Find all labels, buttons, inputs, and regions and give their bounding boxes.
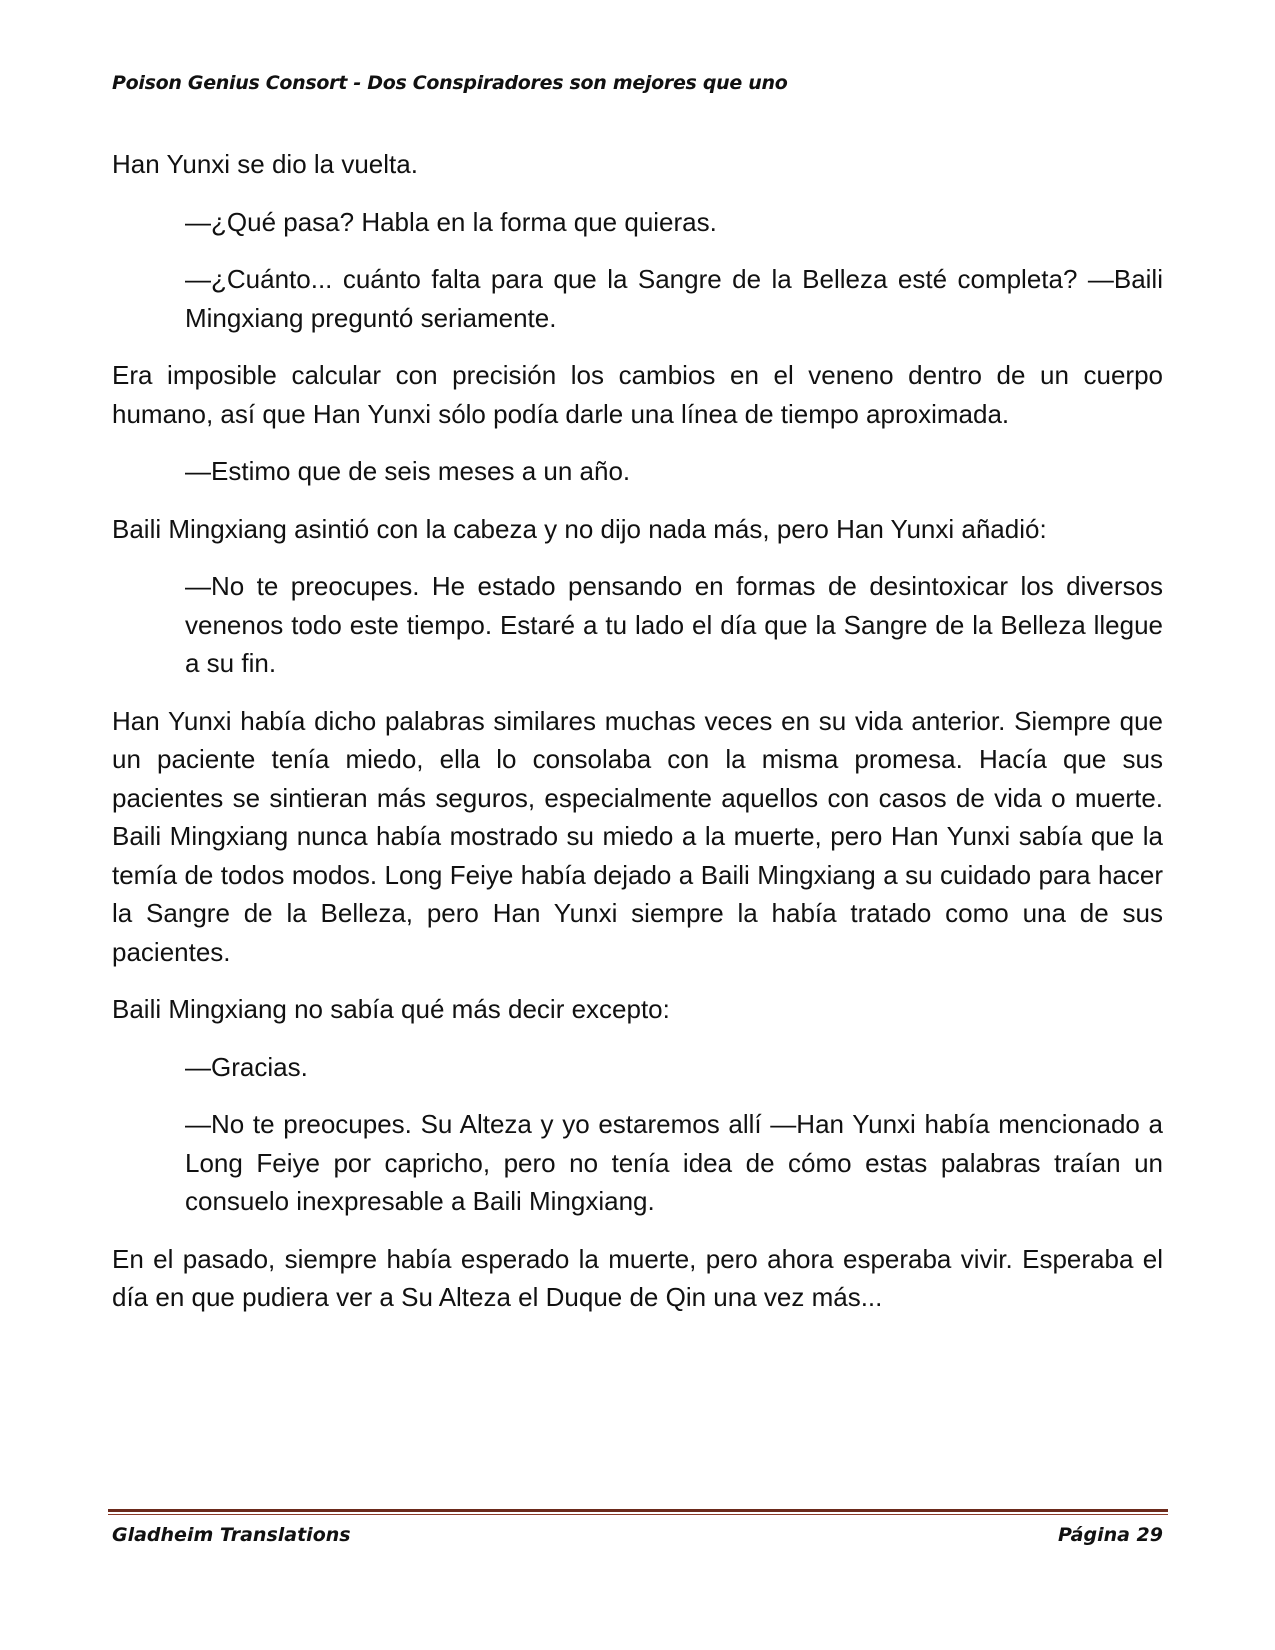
paragraph: En el pasado, siempre había esperado la muerte, pero ahora esperaba vivir. Esperaba el día en que pudiera ver a Su Alteza el Duque de Qin una vez más... <box>112 1243 1163 1312</box>
dialogue-paragraph: —¿Qué pasa? Habla en la forma que quieras. <box>185 206 717 237</box>
paragraph: Era imposible calcular con precisión los cambios en el veneno dentro de un cuerpo humano, así que Han Yunxi sólo podía darle una línea de tiempo aproximada. <box>112 360 1163 429</box>
paragraph: Baili Mingxiang asintió con la cabeza y no dijo nada más, pero Han Yunxi añadió: <box>112 513 1047 544</box>
footer-divider <box>108 1509 1168 1515</box>
paragraph: Han Yunxi había dicho palabras similares muchas veces en su vida anterior. Siempre que un paciente tenía miedo, ella lo consolaba con la misma promesa. Hacía que sus pacientes se sintieran más seguros, especialmente aquellos con casos de vida o muerte. Baili Mingxiang nunca había mostrado su miedo a la muerte, pero Han Yunxi sabía que la temía de todos modos. Long Feiye había dejado a Baili Mingxiang a su cuidado para hacer la Sangre de la Belleza, pero Han Yunxi siempre la había tratado como una de sus pacientes. <box>112 705 1163 967</box>
paragraph: Han Yunxi se dio la vuelta. <box>112 149 418 179</box>
dialogue-paragraph: —Estimo que de seis meses a un año. <box>185 456 631 486</box>
dialogue-paragraph: —No te preocupes. Su Alteza y yo estaremos allí —Han Yunxi había mencionado a Long Feiye por capricho, pero no tenía idea de cómo estas palabras traían un consuelo inexpresable a Baili Mingxiang. <box>185 1109 1163 1216</box>
page-header-title: Poison Genius Consort - Dos Conspiradores son mejores que uno <box>112 72 788 94</box>
dialogue-paragraph: —¿Cuánto... cuánto falta para que la Sangre de la Belleza esté completa? —Baili Mingxiang preguntó seriamente. <box>185 264 1163 333</box>
dialogue-paragraph: —Gracias. <box>185 1051 308 1082</box>
dialogue-paragraph: —No te preocupes. He estado pensando en formas de desintoxicar los diversos venenos todo este tiempo. Estaré a tu lado el día que la Sangre de la Belleza llegue a su fin. <box>185 571 1163 678</box>
paragraph: Baili Mingxiang no sabía qué más decir excepto: <box>112 994 670 1024</box>
page-number: Página 29 <box>1057 1524 1163 1546</box>
document-body <box>112 145 1163 1336</box>
footer-publisher: Gladheim Translations <box>112 1524 351 1546</box>
